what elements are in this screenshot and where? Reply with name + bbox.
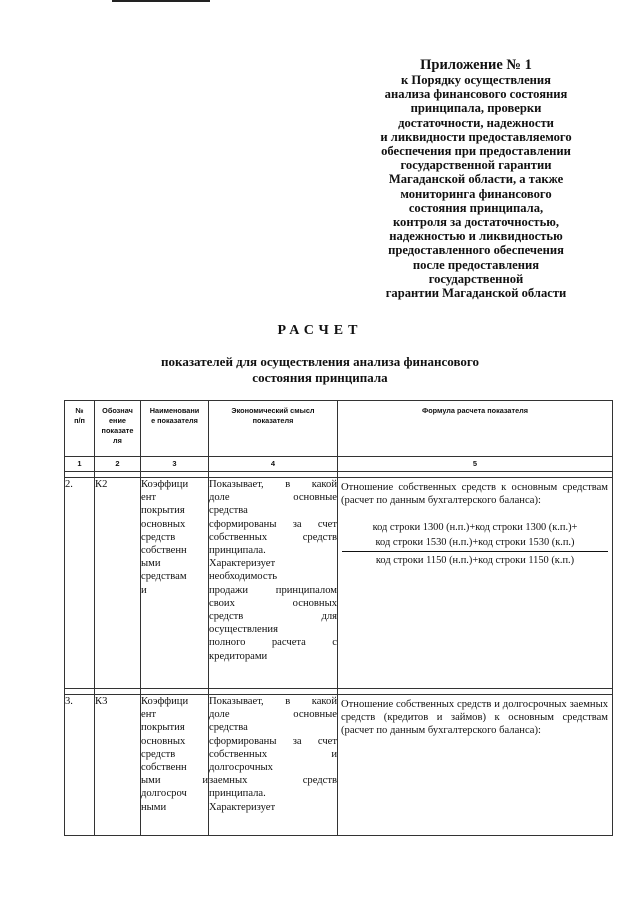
appendix-line: надежностью и ликвидностью: [389, 229, 563, 244]
row-number: 2.: [65, 478, 95, 689]
appendix-line: предоставленного обеспечения: [388, 243, 564, 258]
header-number: № п/п: [65, 401, 95, 457]
formula-numerator-line: код строки 1300 (н.п.)+код строки 1300 (к.п.)+: [372, 522, 578, 534]
subtitle-line: показателей для осуществления анализа финансового: [161, 354, 479, 369]
appendix-line: государственной: [428, 271, 524, 286]
document-subtitle: [120, 354, 520, 386]
appendix-line: Приложение № 1: [420, 57, 532, 73]
appendix-line: анализа финансового состояния: [384, 87, 568, 102]
formula-numerator-line: код строки 1530 (н.п.)+код строки 1530 (к.п.): [375, 537, 575, 549]
column-number: 4: [209, 457, 338, 472]
row-formula: [338, 478, 613, 689]
appendix-line: гарантии Магаданской области: [385, 286, 567, 301]
row-code: К2: [95, 478, 141, 689]
appendix-line: после предоставления: [412, 257, 540, 272]
header-meaning: Экономический смысл показателя: [209, 401, 338, 457]
column-number: 5: [338, 457, 613, 472]
appendix-line: состояния принципала,: [408, 200, 544, 215]
formula-fraction: [338, 520, 612, 568]
top-rule: [112, 0, 210, 2]
row-economic-meaning: Показывает, в какой доле основные средства сформированы за счет собственных средств принципала. Характеризует необходимость продажи принципалом своих основных средств для осуществления полного расчета с кредиторами: [209, 478, 338, 689]
header-name: Наименовани е показателя: [141, 401, 209, 457]
formula-description: Отношение собственных средств к основным средствам (расчет по данным бухгалтерского баланса):: [341, 482, 608, 507]
header-code: Обознач ение показате ля: [95, 401, 141, 457]
fraction-bar: [342, 551, 608, 552]
appendix-line: контроля за достаточностью,: [392, 215, 560, 230]
formula-description: Отношение собственных средств и долгосрочных заемных средств (кредитов и займов) к основным средствам (расчет по данным бухгалтерского баланса):: [341, 699, 608, 737]
header-formula: Формула расчета показателя: [338, 401, 613, 457]
appendix-line: принципала, проверки: [410, 101, 542, 116]
appendix-line: достаточности, надежности: [398, 115, 554, 130]
appendix-header: [336, 57, 616, 300]
row-number: 3.: [65, 695, 95, 836]
table-row: [65, 478, 613, 689]
document-title: РАСЧЕТ: [277, 323, 363, 338]
appendix-line: обеспечения при предоставлении: [381, 144, 571, 159]
table-row: [65, 695, 613, 836]
row-indicator-name: Коэффици ент покрытия основных средств собственн ыми средствам и: [141, 478, 209, 689]
column-number-row: [65, 457, 613, 472]
row-formula: [338, 695, 613, 836]
row-code: К3: [95, 695, 141, 836]
subtitle-line: состояния принципала: [252, 370, 388, 385]
appendix-line: государственной гарантии: [400, 158, 552, 173]
indicators-table: [64, 400, 613, 836]
appendix-line: Магаданской области, а также: [388, 172, 564, 187]
column-number: 1: [65, 457, 95, 472]
row-indicator-name: Коэффици ент покрытия основных средств собственн ыми и долгосроч ными: [141, 695, 209, 836]
column-number: 3: [141, 457, 209, 472]
appendix-line: к Порядку осуществления: [401, 73, 551, 87]
appendix-line: мониторинга финансового: [400, 186, 552, 201]
column-number: 2: [95, 457, 141, 472]
row-economic-meaning: Показывает, в какой доле основные средства сформированы за счет собственных и долгосрочных заемных средств принципала. Характеризует: [209, 695, 338, 836]
formula-denominator: код строки 1150 (н.п.)+код строки 1150 (к.п.): [375, 555, 575, 567]
table-header-row: [65, 401, 613, 457]
appendix-line: и ликвидности предоставляемого: [380, 129, 572, 144]
